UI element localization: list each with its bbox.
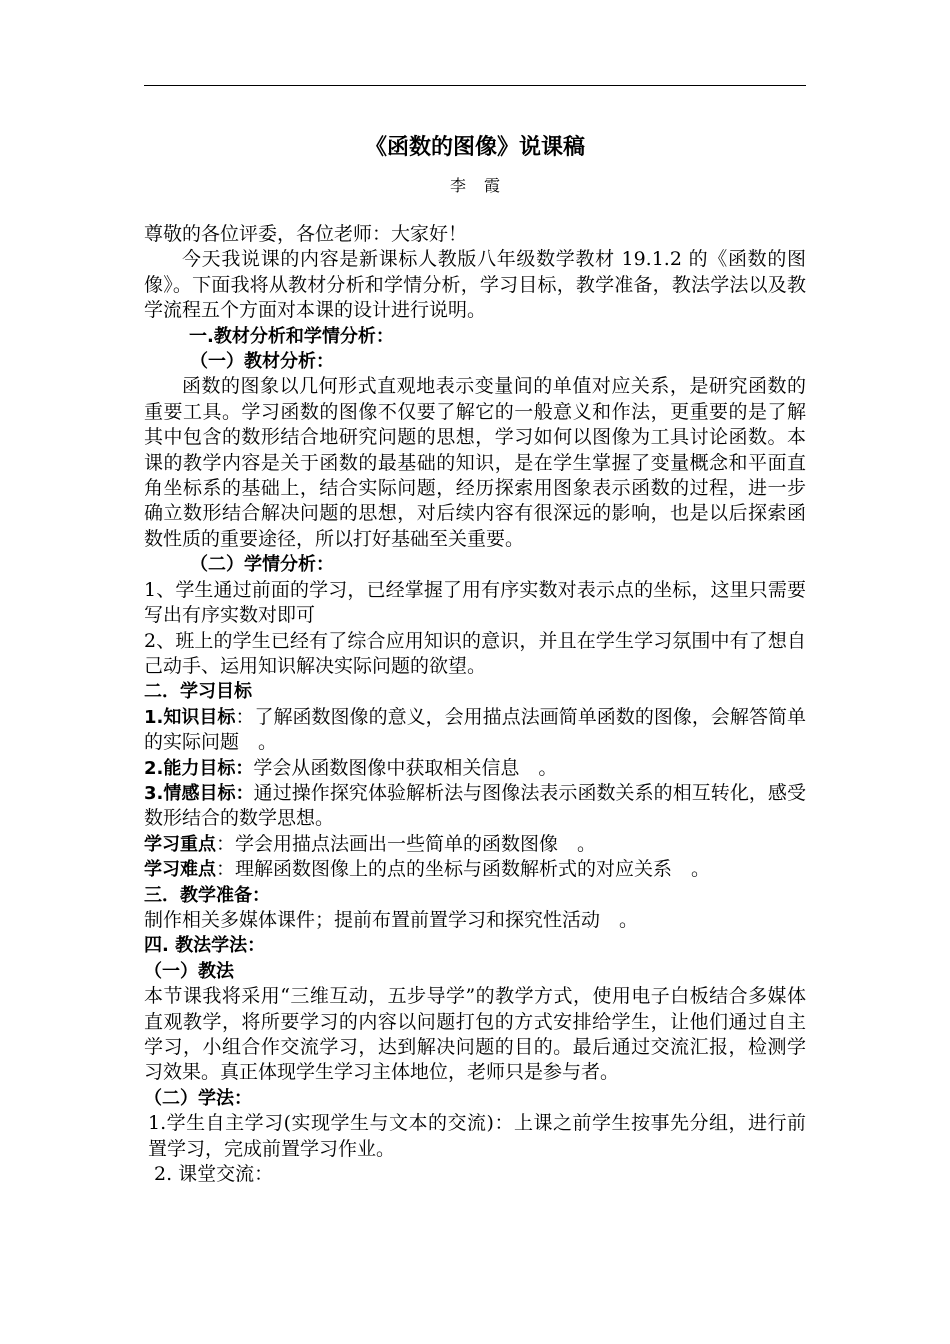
goal-knowledge [144,705,806,756]
difficult-point [144,857,806,882]
difficult-point-label: 学习难点 [144,859,216,881]
section4-item2: 2. 课堂交流： [154,1163,274,1186]
goal-ability-text: 学会从函数图像中获取相关信息 。 [253,756,558,779]
section4-item1: 1.学生自主学习(实现学生与文本的交流)：上课之前学生按事先分组，进行前置学习，完成前置学习作业。 [148,1112,806,1160]
section3-text: 制作相关多媒体课件；提前布置前置学习和探究性活动 。 [144,908,639,931]
key-point-label: 学习重点 [144,833,216,855]
section1-sub1-heading: （一）教材分析： [190,351,334,373]
goal-ability [144,756,806,781]
document-body [144,222,806,1187]
section2-heading: 二．学习目标 [144,681,252,703]
header-rule [144,85,806,86]
intro-paragraph: 今天我说课的内容是新课标人教版八年级数学教材 19.1.2 的《函数的图像》。下面我将从教材分析和学情分析，学习目标，教学准备，教法学法以及教学流程五个方面对本课的设计进行说明。 [144,248,806,322]
goal-knowledge-label: 1.知识目标 [144,706,236,728]
goal-emotion-text: 通过操作探究体验解析法与图像法表示函数关系的相互转化，感受数形结合的数学思想。 [144,781,806,830]
difficult-point-text: ：理解函数图像上的点的坐标与函数解析式的对应关系 。 [216,858,711,881]
section4-heading: 四. 教法学法： [144,935,266,957]
goal-emotion-label: 3.情感目标： [144,782,254,804]
goal-ability-label: 2.能力目标： [144,757,254,779]
goal-knowledge-text: ：了解函数图像的意义，会用描点法画简单函数的图像，会解答简单的实际问题 。 [144,705,806,754]
key-point-text: ：学会用描点法画出一些简单的函数图像 。 [216,832,597,855]
greeting: 尊敬的各位评委，各位老师：大家好！ [144,223,468,245]
goal-emotion [144,781,806,832]
section4-sub2-heading: （二）学法： [144,1087,252,1109]
section4-sub1-paragraph: 本节课我将采用“三维互动，五步导学”的教学方式，使用电子白板结合多媒体直观教学，将所要学习的内容以问题打包的方式安排给学生，让他们通过自主学习，小组合作交流学习，达到解决问题的目的。最后通过交流汇报，检测学习效果。真正体现学生学习主体地位，老师只是参与者。 [144,985,806,1084]
section1-sub1-paragraph: 函数的图象以几何形式直观地表示变量间的单值对应关系，是研究函数的重要工具。学习函数的图像不仅要了解它的一般意义和作法，更重要的是了解其中包含的数形结合地研究问题的思想，学习如何以图像为工具讨论函数。本课的教学内容是关于函数的最基础的知识，是在学生掌握了变量概念和平面直角坐标系的基础上，结合实际问题，经历探索用图象表示函数的过程，进一步确立数形结合解决问题的思想，对后续内容有很深远的影响，也是以后探索函数性质的重要途径，所以打好基础至关重要。 [144,375,806,550]
section1-sub2-item2: 2、班上的学生已经有了综合应用知识的意识，并且在学生学习氛围中有了想自己动手、运用知识解决实际问题的欲望。 [144,629,806,677]
section1-sub2-heading: （二）学情分析： [190,554,334,576]
section4-sub1-heading: （一）教法 [144,960,234,982]
author-name: 李霞 [449,176,518,195]
section1-sub2-item1: 1、学生通过前面的学习，已经掌握了用有序实数对表示点的坐标，这里只需要写出有序实数对即可 [144,578,806,627]
section1-heading: 一.教材分析和学情分析： [189,325,394,347]
section3-heading: 三．教学准备： [144,884,270,906]
key-point [144,832,806,857]
document-title: 《函数的图像》说课稿 [364,135,585,160]
